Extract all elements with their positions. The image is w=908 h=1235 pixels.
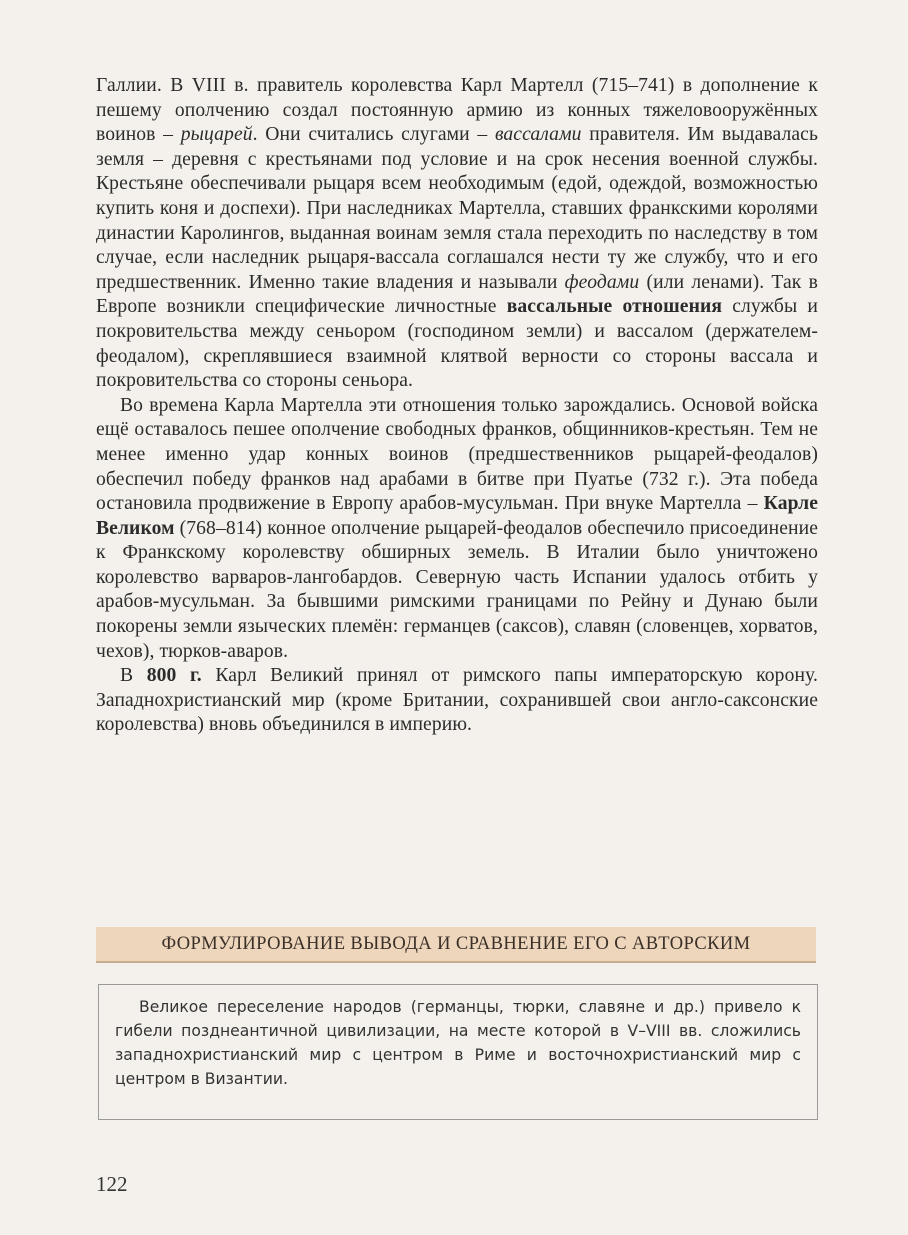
- body-text: [96, 74, 818, 738]
- conclusion-text: Великое переселение народов (германцы, тюрки, славяне и др.) привело к гибели позднеантичной цивилизации, на месте которой в V–VIII вв. сложились западнохристианский мир с центром в Риме и восточнохристианский мир с центром в Византии.: [115, 998, 801, 1088]
- italic-term: вассалами: [494, 124, 582, 146]
- paragraph-2: [96, 394, 818, 665]
- section-heading-bar: [96, 927, 816, 963]
- conclusion-box: [98, 984, 818, 1120]
- text-run: правителя. Им выдавалась земля – деревня с крестьянами под условие и на срок несения военной службы. Крестьяне обеспечивали рыцаря всем необходимым (едой, одеждой, возможностью купить коня и доспехи). При наследниках Мартелла, ставших франкскими королями династии Каролингов, выданная воинам земля стала переходить по наследству в том случае, если наследник рыцаря-вассала соглашался нести ту же службу, что и его предшественник. Именно такие владения и называли: [96, 124, 819, 293]
- page-number: 122: [96, 1172, 128, 1196]
- text-run: (768–814) конное ополчение рыцарей-феодалов обеспечило присоединение к Франкскому королевству обширных земель. В Италии было уничтожено королевство варваров-лангобардов. Северную часть Испании удалось отбить у арабов-мусульман. За бывшими римскими границами по Рейну и Дунаю были покорены земли языческих племён: германцев (саксов), славян (словенцев, хорватов, чехов), тюрков-аваров.: [96, 517, 818, 662]
- italic-term: рыцарей: [180, 124, 253, 146]
- bold-term: 800 г.: [146, 665, 202, 687]
- bold-term: Карле Великом: [96, 493, 818, 539]
- text-run: (или ленами). Так в Европе возникли специфические личностные: [96, 271, 819, 318]
- section-heading: ФОРМУЛИРОВАНИЕ ВЫВОДА И СРАВНЕНИЕ ЕГО С АВТОРСКИМ: [161, 933, 751, 954]
- bold-term: вассальные отношения: [506, 296, 723, 318]
- text-run: Галлии. В VIII в. правитель королевства Карл Мартелл (715–741) в дополнение к пешему ополчению создал постоянную армию из конных тяжеловооружённых воинов –: [96, 75, 818, 146]
- text-run: Во времена Карла Мартелла эти отношения только зарождались. Основой войска ещё оставалось пешее ополчение свободных франков, общинников-крестьян. Тем не менее именно удар конных воинов (предшественников рыцарей-феодалов) обеспечил победу франков над арабами в битве при Пуатье (732 г.). Эта победа остановила продвижение в Европу арабов-мусульман. При внуке Мартелла –: [96, 394, 818, 515]
- paragraph-1: [96, 74, 818, 394]
- text-run: . Они считались слугами –: [252, 124, 495, 146]
- text-run: службы и покровительства между сеньором (господином земли) и вассалом (держателем-феодалом), скреплявшиеся взаимной клятвой верности со стороны вассала и покровительства со стороны сеньора.: [96, 296, 819, 392]
- text-run: В: [120, 665, 147, 687]
- paragraph-3: [96, 664, 818, 738]
- italic-term: феодами: [564, 271, 640, 293]
- text-run: Карл Великий принял от римского папы императорскую корону. Западнохристианский мир (кроме Британии, сохранившей свои англо-саксонские королевства) вновь объединился в империю.: [96, 665, 818, 736]
